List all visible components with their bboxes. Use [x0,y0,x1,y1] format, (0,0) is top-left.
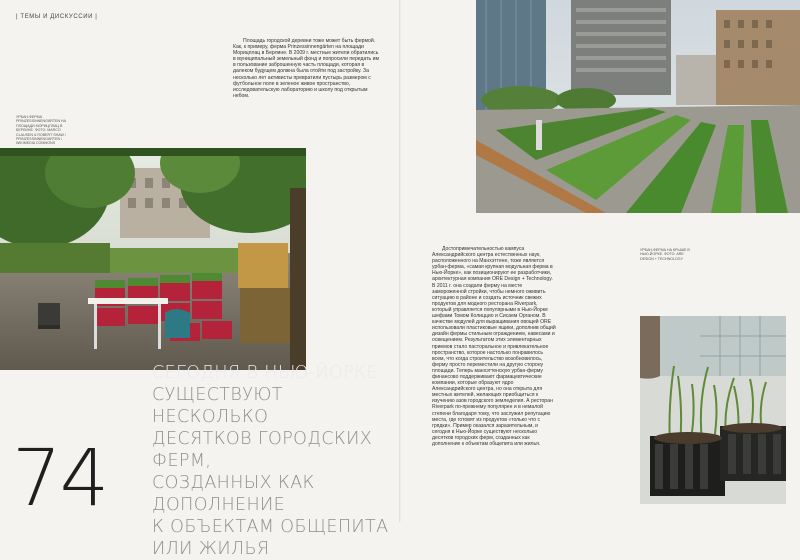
rooftop-farm-photo [476,0,800,213]
crates-planting-photo [640,316,786,504]
photo-caption-left: УРБАН-ФЕРМА PRINZESSINNENGÄRTEN НА ПЛОЩАДИ МОРИЦПЛАЦ В БЕРЛИНЕ. ФОТО: MARCO CLAUSEN & ROBERT SHAW / PRINZESSINNENGÄRTEN / WIKIMEDIA COMMONS [16,115,67,146]
pull-quote-headline [152,362,397,560]
headline-line: ИЛИ ЖИЛЬЯ [152,539,270,559]
intro-text: Площадь городской деревни тоже может быть фермой. Как, к примеру, ферма Prinzessinnengärten на площади Морицплац в Берлине. В 2009 г. местные жители обратились в муниципальный земельный фонд и попросили передать им в пользование заброшенную часть площади, которая в далеком будущем должна была отойти под застройку. За несколько лет активисты превратили пустырь размером с футбольное поле в зеленое живое пространство, исследовательскую лабораторию и школу под открытым небом. [233,38,379,99]
article-text: Достопримечательностью кампуса Александрийского центра естественных наук, расположенного на Манхэттене, тоже является урбан-ферма, «самая крупная модульная ферма в Нью-Йорке», как позиционируют ее разработчики, архитектурная компания ORE Design + Technology. В 2011 г. она создали ферму на месте замороженной стройки, чтобы немного оживить ситуацию в районе и создать источник свежих продуктов для модного ресторана Riverpark, который управляется популярными в Нью-Йорке шефами Томом Колиццио и Сисаем Органом. В качестве модулей для выращивания овощей ORE использовали пластиковые ящики, дополнив общий дизайн фермы стильным ограждением, навесами и освещением. Результатом этих элементарных приемов стало пасторальное и привлекательное пространство, которое настолько понравилось всем, что когда строительство возобновилось, ферму просто переместили на другую сторону площади. Теперь манхэттенскую урбан-ферму финансово поддерживают фармацевтические компании, которые образуют ядро Александрийского центра, но она открыта для местных жителей, желающих приобщиться к изучению азов городского земледелия. А ресторан Riverpark по-прежнему популярен и в немалой степени благодаря тому, что заслужил репутацию места, где готовят из продуктов «только что с грядки». Пример оказался заразительным, и сегодня в Нью-Йорке существуют несколько десятков городских ферм, созданных как дополнение к объектам общепита или жилья. [432,246,556,447]
headline-line: СЕГОДНЯ В НЬЮ-ЙОРКЕ [152,363,378,383]
section-label: | ТЕМЫ И ДИСКУССИИ | [16,14,98,20]
rooftop-illustration [476,0,800,213]
article-column [432,246,556,447]
berlin-garden-photo [0,148,306,370]
page-number: 74 [12,434,108,524]
headline-line: К ОБЪЕКТАМ ОБЩЕПИТА [152,517,389,537]
photo-caption-right: УРБАН-ФЕРМА НА КРЫШЕ В НЬЮ-ЙОРКЕ. ФОТО: ARE DESIGN + TECHNOLOGY [640,248,690,261]
headline-line: СОЗДАННЫХ КАК ДОПОЛНЕНИЕ [152,473,315,515]
headline-line: ДЕСЯТКОВ ГОРОДСКИХ ФЕРМ, [152,429,373,471]
page-gutter [399,0,401,522]
garden-illustration [0,148,306,370]
crates-illustration [640,316,786,504]
intro-paragraph [233,38,381,99]
headline-line: СУЩЕСТВУЮТ НЕСКОЛЬКО [152,385,283,427]
